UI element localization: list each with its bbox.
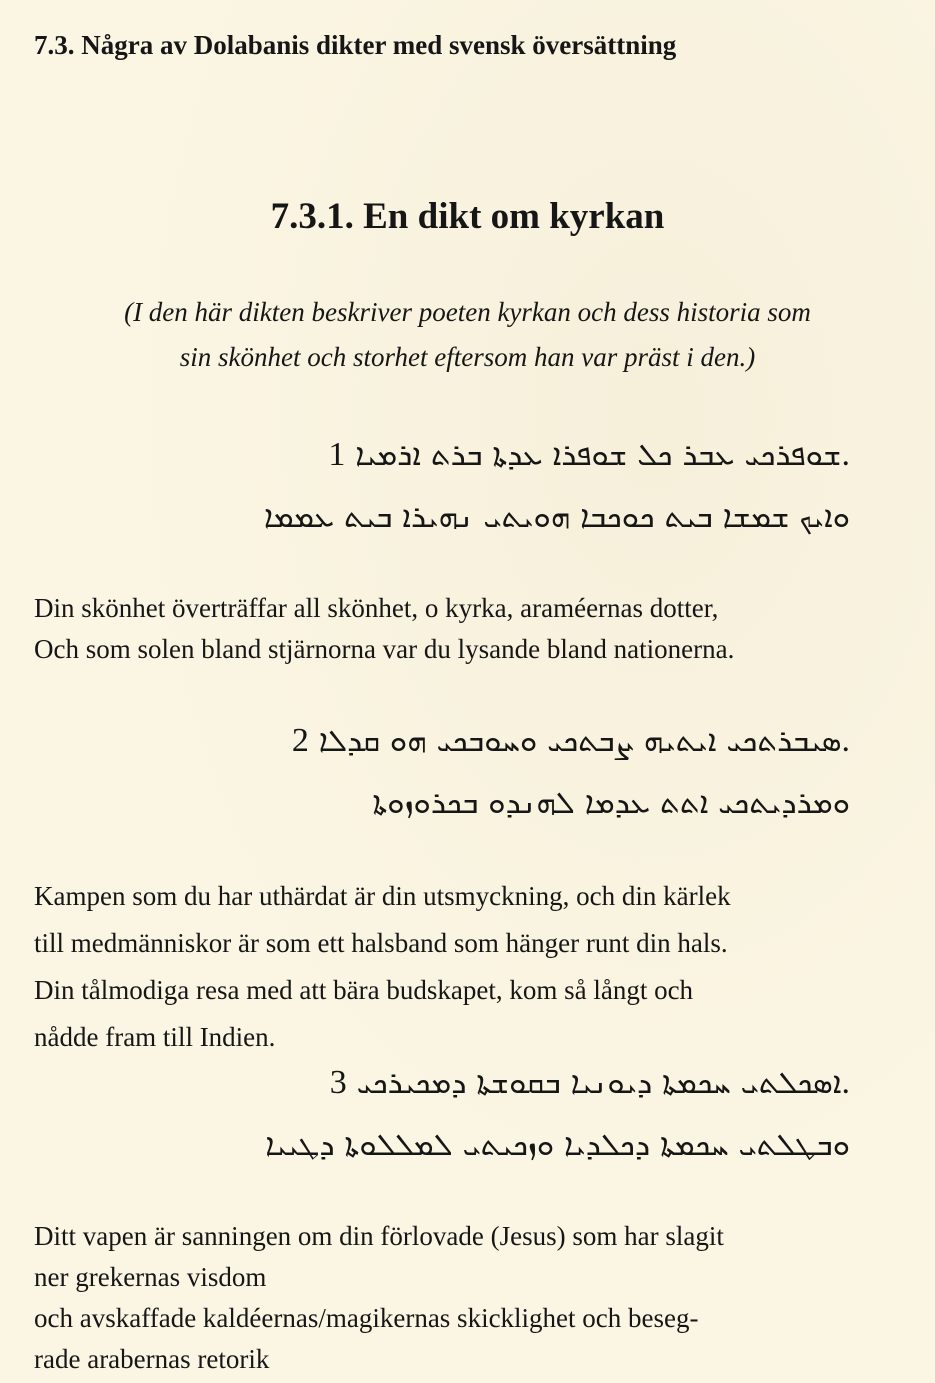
- translation-line: Din skönhet överträffar all skönhet, o kyrka, araméernas dotter,: [34, 593, 719, 623]
- poem-intro: [20, 290, 915, 380]
- stanza-number: 1.: [328, 436, 850, 473]
- stanza-2-translation: [34, 873, 904, 1061]
- translation-line: rade arabernas retorik: [34, 1344, 270, 1374]
- translation-line: Din tålmodiga resa med att bära budskapet, kom så långt och: [34, 975, 694, 1005]
- translation-line: nådde fram till Indien.: [34, 1022, 276, 1052]
- intro-line: (I den här dikten beskriver poeten kyrkan och dess historia som: [124, 297, 811, 327]
- stanza-3-syriac: [60, 1052, 850, 1176]
- stanza-number: 3.: [329, 1064, 850, 1101]
- syriac-line: ܘܒܛܠܬܝ ܚܟܡܬܐ ܕܟܠܕܝܐ ܘܙܟܝܬܝ ܠܡܠܠܘܬܐ ܕܛܝܝܐ: [265, 1127, 850, 1163]
- poem-title: 7.3.1. En dikt om kyrkan: [270, 196, 665, 237]
- syriac-line: [60, 424, 850, 486]
- stanza-3-translation: [34, 1216, 904, 1380]
- translation-line: Och som solen bland stjärnorna var du lysande bland nationerna.: [34, 634, 735, 664]
- syriac-text: ܣܝܒܪܬܟܝ ܐܝܬܝܗ ܨܒܬܟܝ ܘܚܘܒܟܝ ܗܘ ܩܕܠܐ: [318, 723, 842, 759]
- syriac-line: ܘܐܝܟ ܫܡܫܐ ܒܝܬ ܟܘܟܒܐ ܗܘܝܬܝ ܢܗܝܪܐ ܒܝܬ ܥܡܡܐ: [263, 499, 850, 535]
- translation-line: ner grekernas visdom: [34, 1262, 267, 1292]
- stanza-2-syriac: [60, 710, 850, 834]
- section-heading: 7.3. Några av Dolabanis dikter med svensk översättning: [34, 30, 677, 60]
- syriac-line: [60, 710, 850, 772]
- translation-line: och avskaffade kaldéernas/magikernas skicklighet och beseg-: [34, 1303, 699, 1333]
- translation-line: Kampen som du har uthärdat är din utsmyckning, och din kärlek: [34, 881, 731, 911]
- stanza-number: 2.: [291, 722, 850, 759]
- syriac-line: ܘܡܪܕܝܬܟܝ ܐܬܬ ܥܕܡܐ ܠܗܢܕܘ ܒܟܪܘܙܘܬܐ: [372, 785, 850, 821]
- stanza-1-syriac: [60, 424, 850, 548]
- translation-line: till medmänniskor är som ett halsband som hänger runt din hals.: [34, 928, 728, 958]
- translation-line: Ditt vapen är sanningen om din förlovade (Jesus) som har slagit: [34, 1221, 724, 1251]
- stanza-1-translation: [34, 588, 904, 670]
- syriac-line: [60, 1052, 850, 1114]
- syriac-text: ܐܣܟܠܬܝ ܚܟܡܬܐ ܕܝܘܢܝܐ ܒܩܘܫܬܐ ܕܡܟܝܪܟܝ: [356, 1065, 842, 1101]
- syriac-text: ܫܘܦܪܟܝ ܥܒܪ ܟܠ ܫܘܦܪܐ ܥܕܬܐ ܒܪܬ ܐܪܡܝܐ: [355, 437, 842, 473]
- intro-line: sin skönhet och storhet eftersom han var präst i den.): [179, 342, 756, 372]
